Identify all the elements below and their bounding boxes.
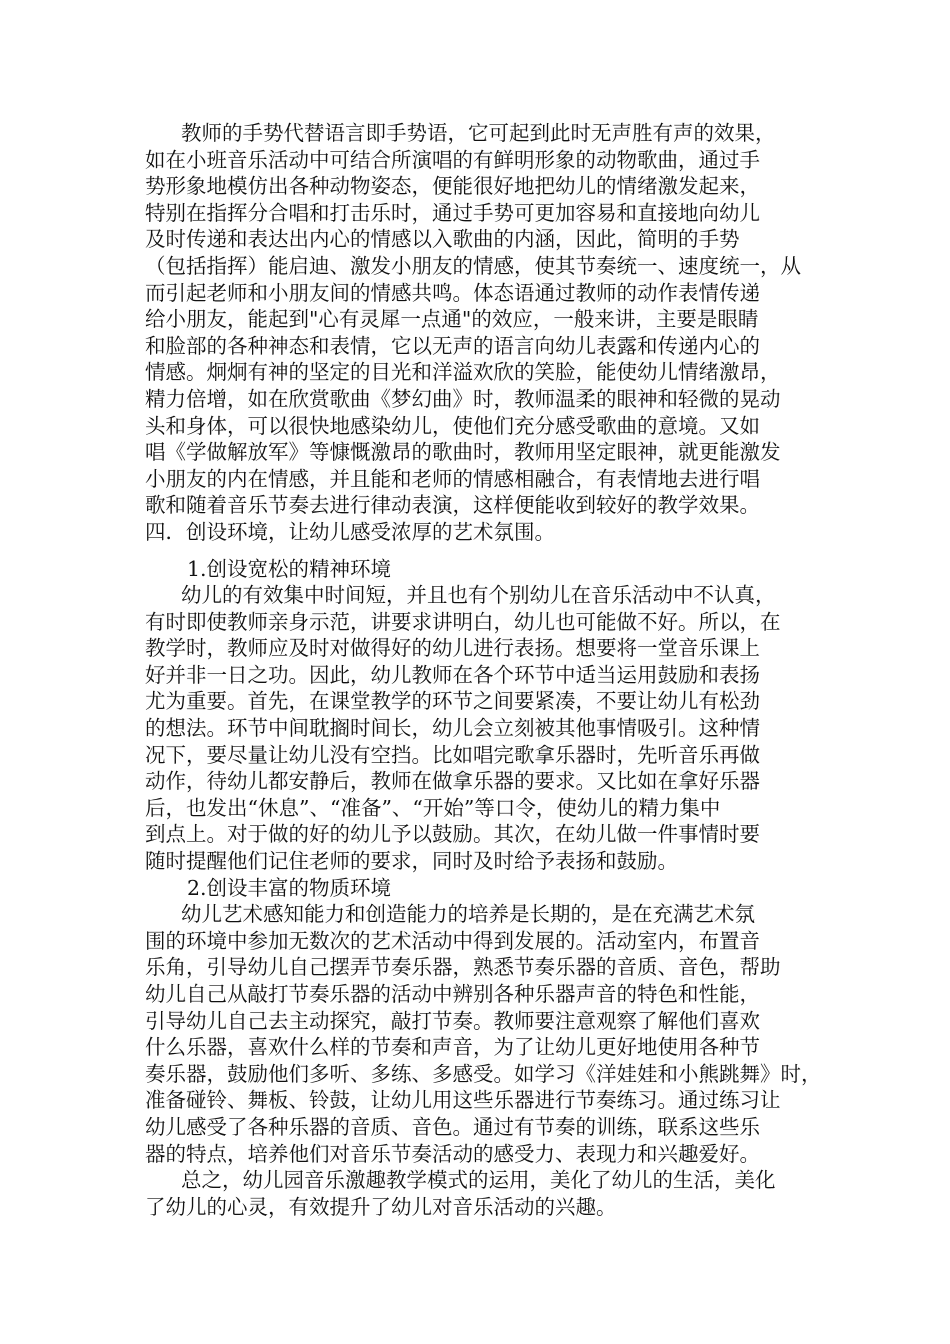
text-line: 什么乐器，喜欢什么样的节奏和声音，为了让幼儿更好地使用各种节 (145, 1035, 760, 1060)
text-line: 和脸部的各种神态和表情，它以无声的语言向幼儿表露和传递内心的 (145, 333, 760, 358)
text-line: 有时即使教师亲身示范，讲要求讲明白，幼儿也可能做不好。所以，在 (145, 609, 781, 634)
text-line: 教师的手势代替语言即手势语，它可起到此时无声胜有声的效果， (181, 121, 776, 145)
text-line: 特别在指挥分合唱和打击乐时，通过手势可更加容易和直接地向幼儿 (145, 200, 760, 225)
text-line: 总之，幼儿园音乐激趣教学模式的运用，美化了幼儿的生活，美化 (181, 1168, 776, 1193)
text-line: 幼儿自己从敲打节奏乐器的活动中辨别各种乐器声音的特色和性能， (145, 982, 760, 1006)
text-line: 小朋友的内在情感，并且能和老师的情感相融合，有表情地去进行唱 (145, 466, 760, 491)
text-line: 围的环境中参加无数次的艺术活动中得到发展的。活动室内，布置音 (145, 928, 760, 953)
text-line: 器的特点，培养他们对音乐节奏活动的感受力、表现力和兴趣爱好。 (145, 1141, 760, 1166)
text-line: 的想法。环节中间耽搁时间长，幼儿会立刻被其他事情吸引。这种情 (145, 716, 760, 741)
paragraph-gesture-language (145, 120, 810, 519)
text-line: （包括指挥）能启迪、激发小朋友的情感，使其节奏统一、速度统一，从 (145, 253, 801, 278)
text-line: 情感。炯炯有神的坚定的目光和洋溢欢欣的笑脸，能使幼儿情绪激昂， (145, 360, 781, 385)
paragraph-conclusion (145, 1167, 810, 1220)
text-line: 歌和随着音乐节奏去进行律动表演，这样便能收到较好的教学效果。 (145, 493, 760, 518)
text-line: 及时传递和表达出内心的情感以入歌曲的内涵，因此，简明的手势 (145, 227, 740, 252)
text-line: 好并非一日之功。因此，幼儿教师在各个环节中适当运用鼓励和表扬 (145, 662, 760, 687)
text-line: 引导幼儿自己去主动探究，敲打节奏。教师要注意观察了解他们喜欢 (145, 1008, 760, 1033)
text-line: 给小朋友，能起到"心有灵犀一点通"的效应，一般来讲，主要是眼睛 (145, 307, 759, 332)
text-line: 头和身体，可以很快地感染幼儿，使他们充分感受歌曲的意境。又如 (145, 413, 760, 438)
text-line: 奏乐器，鼓励他们多听、多练、多感受。如学习《洋娃娃和小熊跳舞》时， (145, 1061, 822, 1086)
text-line: 随时提醒他们记住老师的要求，同时及时给予表扬和鼓励。 (145, 849, 678, 874)
text-line: 教学时，教师应及时对做得好的幼儿进行表扬。想要将一堂音乐课上 (145, 636, 760, 661)
text-line: 如在小班音乐活动中可结合所演唱的有鲜明形象的动物歌曲，通过手 (145, 147, 760, 172)
text-line: 尤为重要。首先，在课堂教学的环节之间要紧凑，不要让幼儿有松劲 (145, 689, 760, 714)
text-line: 了幼儿的心灵，有效提升了幼儿对音乐活动的兴趣。 (145, 1194, 617, 1219)
text-line: 精力倍增，如在欣赏歌曲《梦幻曲》时，教师温柔的眼神和轻微的晃动 (145, 386, 781, 411)
text-line: 唱《学做解放军》等慷慨激昂的歌曲时，教师用坚定眼神，就更能激发 (145, 440, 781, 465)
subsection-heading: 1.创设宽松的精神环境 (187, 556, 392, 581)
text-line: 幼儿感受了各种乐器的音质、音色。通过有节奏的训练，联系这些乐 (145, 1114, 760, 1139)
text-line: 幼儿的有效集中时间短，并且也有个别幼儿在音乐活动中不认真， (181, 583, 776, 608)
text-line: 幼儿艺术感知能力和创造能力的培养是长期的，是在充满艺术氛 (181, 902, 755, 927)
text-line: 乐角，引导幼儿自己摆弄节奏乐器，熟悉节奏乐器的音质、音色，帮助 (145, 955, 781, 980)
subsection-heading: 2.创设丰富的物质环境 (187, 875, 392, 900)
section-heading: 四．创设环境，让幼儿感受浓厚的艺术氛围。 (145, 519, 555, 544)
text-line: 到点上。对于做的好的幼儿予以鼓励。其次，在幼儿做一件事情时要 (145, 822, 760, 847)
text-line: 动作，待幼儿都安静后，教师在做拿乐器的要求。又比如在拿好乐器 (145, 769, 760, 794)
text-line: 势形象地模仿出各种动物姿态，便能很好地把幼儿的情绪激发起来， (145, 174, 760, 199)
text-line: 准备碰铃、舞板、铃鼓，让幼儿用这些乐器进行节奏练习。通过练习让 (145, 1088, 781, 1113)
document-page (145, 120, 822, 1220)
paragraph-material-environment (145, 901, 822, 1167)
text-line: 而引起老师和小朋友间的情感共鸣。体态语通过教师的动作表情传递 (145, 280, 760, 305)
paragraph-spiritual-environment (145, 582, 810, 875)
text-line: 后，也发出“休息”、“准备”、“开始”等口令，使幼儿的精力集中 (145, 795, 721, 820)
text-line: 况下，要尽量让幼儿没有空挡。比如唱完歌拿乐器时，先听音乐再做 (145, 742, 760, 767)
